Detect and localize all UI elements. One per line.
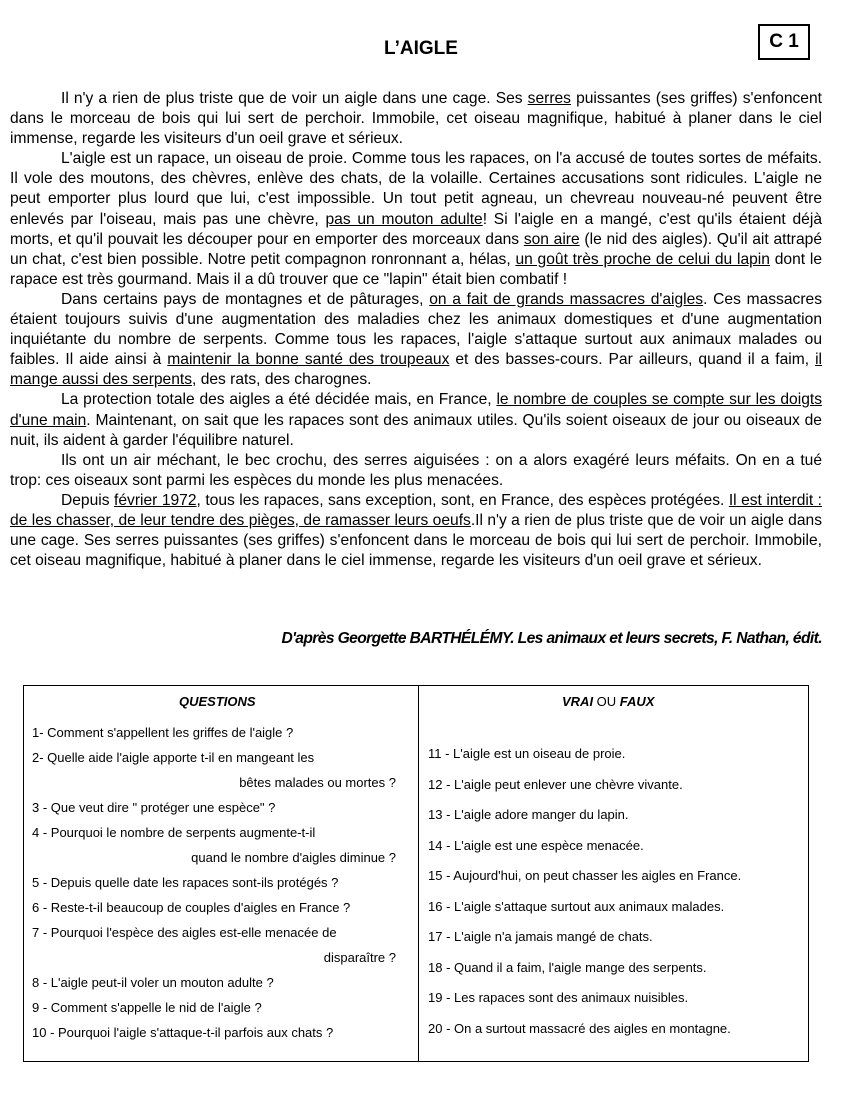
underlined-phrase: Il est interdit : de les chasser, de leur tendre des pièges, de ramasser leurs oeufs [10,491,822,529]
question-line: 8 - L'aigle peut-il voler un mouton adulte ? [32,975,274,990]
statement-line: 18 - Quand il a faim, l'aigle mange des serpents. [428,959,707,975]
question-line: 2- Quelle aide l'aigle apporte t-il en mangeant les [32,750,315,765]
questions-header: QUESTIONS [179,694,256,709]
statements-list [428,746,808,1051]
text-run: L'aigle est un rapace, un oiseau de proie. Comme tous les rapaces, on l'a accusé de toutes sortes de méfaits. Il vole des moutons, des chèvres, enlève des chats, de la volaille. Certaines accusations sont ridicules. L'aigle ne peut emporter plus lourd que lui, c'est impossible. Un tout petit agneau, un chevreau nouveau-né peuvent être enlevés par l'oiseau, mais pas une chèvre, [10,150,822,228]
paragraph [10,89,822,149]
text-run: . Maintenant, on sait que les rapaces sont des animaux utiles. Qu'ils soient oiseaux de jour ou oiseaux de nuit, ils aident à garder l'équilibre naturel. [10,411,822,449]
question-line: 7 - Pourquoi l'espèce des aigles est-elle menacée de [32,925,337,940]
text-run: .Il n'y a rien de plus triste que de voir un aigle dans une cage. Ses serres puissantes (ses griffes) s'enfoncent dans le morceau de bois qui lui sert de perchoir. Immobile, cet oiseau magnifique, habitué à planer dans le ciel immense, regarde les visiteurs d'un oeil grave et sérieux. [10,511,823,570]
underlined-phrase: on a fait de grands massacres d'aigles [429,290,704,308]
statement-line: 13 - L'aigle adore manger du lapin. [428,807,629,822]
question-line: 10 - Pourquoi l'aigle s'attaque-t-il parfois aux chats ? [32,1025,334,1040]
question-line: 4 - Pourquoi le nombre de serpents augmente-t-il [32,825,316,840]
underlined-phrase: février 1972 [114,491,197,509]
paragraph [10,290,822,390]
text-run: , des rats, des charognes. [192,371,372,389]
text-run: Il n'y a rien de plus triste que de voir un aigle dans une cage. Ses [61,90,528,107]
text-run: Ils ont un air méchant, le bec crochu, des serres aiguisées : on a alors exagéré leurs méfaits. On en a tué trop: ces oiseaux sont parmi les espèces du monde les plus menacées. [10,451,822,489]
text-run: puissantes (ses griffes) s'enfoncent dans le morceau de bois qui lui sert de perchoir. Immobile, cet oiseau magnifique, habitué à planer dans le ciel immense, regarde les visiteurs d'un oeil grave et sérieux. [10,90,822,148]
statement-line: 16 - L'aigle s'attaque surtout aux animaux malades. [428,898,725,914]
paragraph [10,149,822,290]
statement-line: 17 - L'aigle n'a jamais mangé de chats. [428,929,653,944]
statement-line: 11 - L'aigle est un oiseau de proie. [428,746,626,761]
question-line: 9 - Comment s'appelle le nid de l'aigle ? [32,1000,262,1015]
underlined-phrase: le nombre de couples se compte sur les doigts d'une main [10,391,822,429]
text-run: Depuis [61,491,115,509]
ou-label: OU [593,694,620,709]
reading-text [10,89,822,571]
paragraph [10,491,822,571]
text-run: . Ces massacres étaient toujours suivis d'une augmentation des maladies chez les animaux domestiques et d'une augmentation inquiétante du nombre de serpents. Comme tous les rapaces, l'aigle s'attaque surtout aux animaux malades ou faibles. Il aide ainsi à [10,290,822,369]
question-line: bêtes malades ou mortes ? [239,775,396,790]
page-title: L’AIGLE [384,38,458,59]
document-code-badge: C 1 [758,24,810,60]
question-line: 3 - Que veut dire " protéger une espèce" ? [32,800,276,815]
statement-line: 19 - Les rapaces sont des animaux nuisibles. [428,990,689,1005]
text-run: (le nid des aigles). Qu'il ait attrapé un chat, c'est bien possible. Notre petit compagnon ronronnant a, hélas, [10,230,822,268]
question-line: 6 - Reste-t-il beaucoup de couples d'aigles en France ? [32,900,351,915]
text-run: La protection totale des aigles a été décidée mais, en France, [61,391,497,409]
question-line: 5 - Depuis quelle date les rapaces sont-ils protégés ? [32,875,339,890]
underlined-phrase: son aire [523,230,580,248]
statement-line: 15 - Aujourd'hui, on peut chasser les aigles en France. [428,868,742,883]
question-line: quand le nombre d'aigles diminue ? [191,850,396,865]
text-run: et des basses-cours. Par ailleurs, quand il a faim, [449,351,816,369]
underlined-phrase: il mange aussi des serpents [10,351,822,389]
underlined-phrase: maintenir la bonne santé des troupeaux [167,351,450,369]
questions-list [32,720,412,1045]
table-divider [418,686,419,1061]
underlined-phrase: pas un mouton adulte [325,210,483,228]
vrai-label: VRAI [562,694,594,709]
text-run: dont le rapace est très gourmand. Mais il a dû trouver que ce "lapin" était bien combatif ! [10,250,822,288]
source-citation: D'après Georgette BARTHÉLÉMY. Les animaux et leurs secrets, F. Nathan, édit. [281,630,822,647]
paragraph [10,451,822,491]
vrai-faux-header [562,694,654,709]
question-line: disparaître ? [323,950,396,965]
text-run: ! Si l'aigle en a mangé, c'est qu'ils étaient déjà morts, et qu'il pouvait les découper pour en emporter des morceaux dans [10,210,822,248]
paragraph [10,390,822,450]
text-run: Dans certains pays de montagnes et de pâturages, [61,290,430,308]
question-line: 1- Comment s'appellent les griffes de l'aigle ? [32,725,294,740]
faux-label: FAUX [619,694,655,709]
statement-line: 12 - L'aigle peut enlever une chèvre vivante. [428,776,683,792]
statement-line: 14 - L'aigle est une espèce menacée. [428,837,644,853]
underlined-phrase: un goût très proche de celui du lapin [515,250,770,268]
text-run: , tous les rapaces, sans exception, sont, en France, des espèces protégées. [196,491,729,509]
statement-line: 20 - On a surtout massacré des aigles en montagne. [428,1020,731,1036]
underlined-phrase: serres [527,90,571,107]
questions-table [23,685,809,1062]
